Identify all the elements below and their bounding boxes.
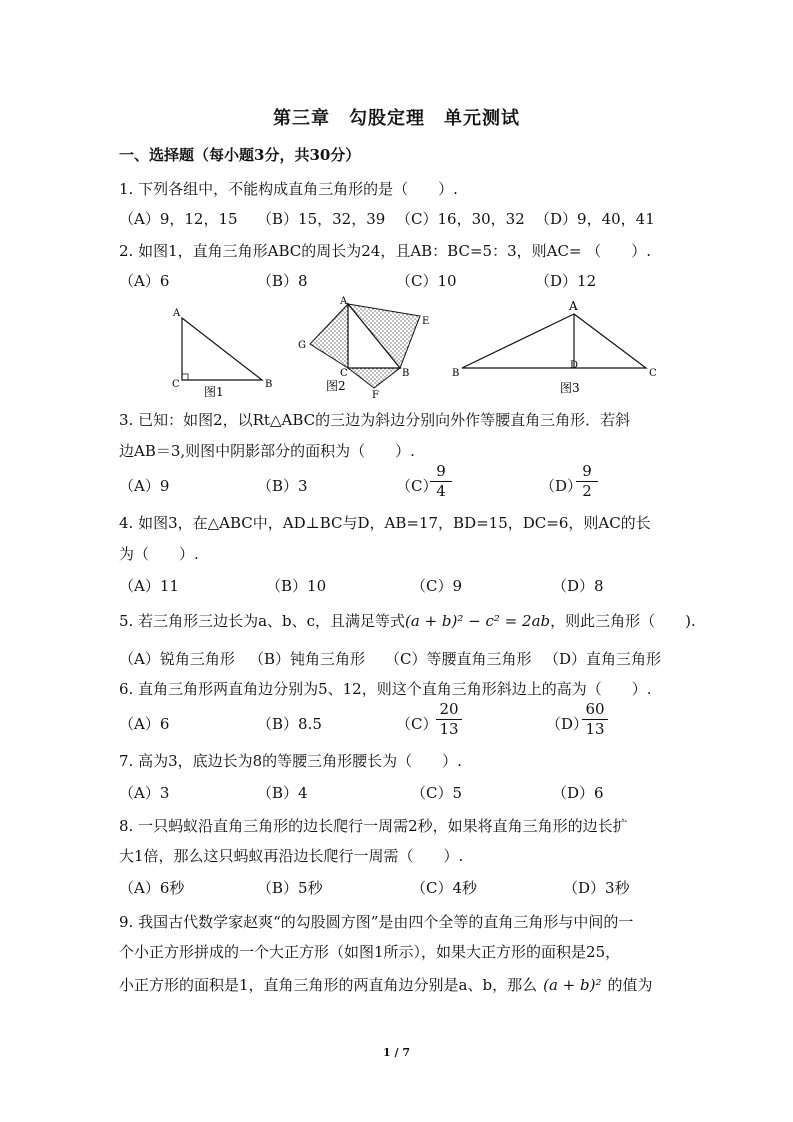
- figure-2: [298, 296, 429, 400]
- q9-text-pre: 小正方形的面积是1，直角三角形的两直角边分别是a、b，那么: [119, 976, 538, 994]
- q9-text-post: 的值为: [607, 976, 653, 994]
- question-9-line-2: 个小正方形拼成的一个大正方形（如图1所示），如果大正方形的面积是25，: [119, 943, 621, 961]
- q8-option-c: （C）4秒: [411, 879, 478, 897]
- q6-option-b: （B）8.5: [257, 715, 322, 733]
- q9-formula: (a + b)²: [543, 976, 602, 994]
- q3-d-denominator: 2: [582, 482, 592, 500]
- q3-option-d-fraction: [576, 463, 598, 500]
- fig2-label-a: A: [340, 296, 348, 307]
- q5-formula: (a + b)² − c² = 2ab: [405, 612, 551, 630]
- fig1-label-c: C: [172, 379, 180, 390]
- q6-option-d: （D）: [546, 715, 589, 733]
- q1-option-d: （D）9，40，41: [535, 210, 655, 228]
- fig2-label-b: B: [402, 368, 410, 379]
- q3-option-c: （C）: [396, 477, 438, 495]
- q6-c-numerator: 20: [439, 700, 459, 718]
- fig3-label-b: B: [452, 368, 460, 379]
- q5-option-d: （D）直角三角形: [544, 650, 662, 668]
- q8-option-a: （A）6秒: [119, 879, 185, 897]
- fig2-caption: 图2: [326, 379, 346, 393]
- q6-d-denominator: 13: [585, 720, 605, 738]
- fig3-label-c: C: [649, 368, 657, 379]
- fig2-label-e: E: [422, 316, 430, 327]
- q1-option-c: （C）16，30，32: [396, 210, 525, 228]
- q6-option-a: （A）6: [119, 715, 170, 733]
- q8-option-b: （B）5秒: [257, 879, 323, 897]
- page-number: 1 / 7: [383, 1046, 410, 1059]
- q3-option-a: （A）9: [119, 477, 170, 495]
- q3-option-b: （B）3: [257, 477, 308, 495]
- question-4-line-1: 4. 如图3，在△ABC中，AD⊥BC与D，AB=17，BD=15，DC=6，则AC的长: [119, 514, 651, 532]
- figure-3: [452, 299, 657, 395]
- q2-option-d: （D）12: [535, 272, 597, 290]
- fig3-label-d: D: [570, 360, 579, 371]
- q6-d-numerator: 60: [585, 700, 605, 718]
- q7-option-a: （A）3: [119, 784, 170, 802]
- fig2-label-g: G: [298, 340, 306, 351]
- question-8-line-2: 大1倍，那么这只蚂蚁再沿边长爬行一周需（ ）.: [119, 847, 464, 865]
- question-7: 7. 高为3，底边长为8的等腰三角形腰长为（ ）.: [119, 752, 462, 770]
- figure-1: [172, 308, 272, 399]
- question-9-line-1: 9. 我国古代数学家赵爽“的勾股圆方图”是由四个全等的直角三角形与中间的一: [119, 913, 634, 931]
- fig1-label-a: A: [173, 308, 181, 319]
- q5-option-b: （B）钝角三角形: [249, 650, 366, 668]
- fig1-caption: 图1: [204, 385, 224, 399]
- fig2-label-c: C: [340, 368, 348, 379]
- q3-d-numerator: 9: [582, 462, 592, 480]
- question-2: 2. 如图1，直角三角形ABC的周长为24，且AB：BC=5：3，则AC= （ ）.: [119, 242, 652, 260]
- q2-option-b: （B）8: [257, 272, 308, 290]
- q4-option-c: （C）9: [411, 577, 463, 595]
- q2-option-c: （C）10: [396, 272, 457, 290]
- q5-option-a: （A）锐角三角形: [119, 650, 235, 668]
- fig1-label-b: B: [265, 379, 273, 390]
- q6-c-denominator: 13: [439, 720, 459, 738]
- q6-option-c-fraction: [436, 701, 462, 738]
- q7-option-b: （B）4: [257, 784, 308, 802]
- q6-option-d-fraction: [582, 701, 608, 738]
- q7-option-c: （C）5: [411, 784, 463, 802]
- q4-option-b: （B）10: [266, 577, 327, 595]
- question-8-line-1: 8. 一只蚂蚁沿直角三角形的边长爬行一周需2秒，如果将直角三角形的边长扩: [119, 817, 628, 835]
- q3-c-denominator: 4: [436, 482, 446, 500]
- question-6: 6. 直角三角形两直角边分别为5、12，则这个直角三角形斜边上的高为（ ）.: [119, 680, 652, 698]
- question-1: 1. 下列各组中，不能构成直角三角形的是（ ）.: [119, 180, 458, 198]
- q3-c-numerator: 9: [436, 462, 446, 480]
- q5-option-c: （C）等腰直角三角形: [385, 650, 532, 668]
- q3-option-c-fraction: [430, 463, 452, 500]
- question-5: [119, 610, 696, 631]
- q3-option-d: （D）: [540, 477, 583, 495]
- q4-option-a: （A）11: [119, 577, 179, 595]
- q8-option-d: （D）3秒: [563, 879, 630, 897]
- figures-row: [160, 296, 680, 400]
- question-4-line-2: 为（ ）.: [119, 545, 199, 563]
- q5-text-pre: 5. 若三角形三边长为a、b、c，且满足等式: [119, 612, 406, 630]
- question-3-line-2: 边AB＝3,则图中阴影部分的面积为（ ）.: [119, 442, 415, 460]
- section-heading: 一、选择题（每小题3分，共30分）: [119, 146, 361, 164]
- q7-option-d: （D）6: [552, 784, 604, 802]
- question-9-line-3: [119, 974, 652, 995]
- fig3-label-a: A: [569, 299, 578, 313]
- q2-option-a: （A）6: [119, 272, 170, 290]
- question-3-line-1: 3. 已知：如图2，以Rt△ABC的三边为斜边分别向外作等腰直角三角形．若斜: [119, 411, 631, 429]
- q6-option-c: （C）: [396, 715, 438, 733]
- q5-text-post: ，则此三角形（ ).: [550, 612, 696, 630]
- fig2-label-f: F: [372, 390, 379, 400]
- q4-option-d: （D）8: [552, 577, 604, 595]
- q1-option-a: （A）9，12，15: [119, 210, 238, 228]
- fig3-caption: 图3: [560, 381, 580, 395]
- page-title: 第三章 勾股定理 单元测试: [273, 108, 520, 129]
- q1-option-b: （B）15，32，39: [257, 210, 386, 228]
